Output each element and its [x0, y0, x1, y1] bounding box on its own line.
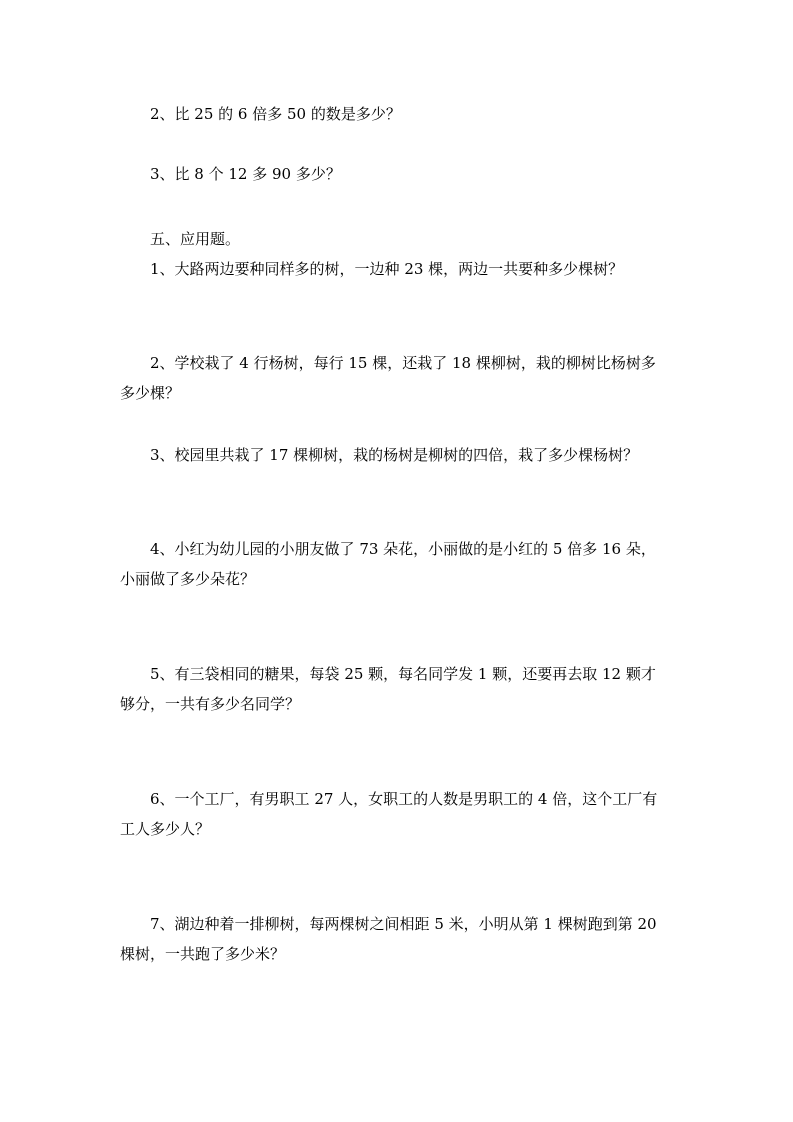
problem-2-line-1: 2、学校栽了 4 行杨树，每行 15 棵，还栽了 18 棵柳树，栽的柳树比杨树多: [150, 354, 656, 372]
problem-2-line-2: 多少棵？: [120, 384, 181, 402]
problem-7-line-2: 棵树，一共跑了多少米？: [120, 945, 286, 963]
problem-1-line-1: 1、大路两边要种同样多的树，一边种 23 棵，两边一共要种多少棵树？: [150, 260, 624, 278]
problem-6-line-1: 6、一个工厂，有男职工 27 人，女职工的人数是男职工的 4 倍，这个工厂有: [150, 790, 658, 808]
problem-7-line-1: 7、湖边种着一排柳树，每两棵树之间相距 5 米，小明从第 1 棵树跑到第 20: [150, 915, 657, 933]
problem-4-line-1: 4、小红为幼儿园的小朋友做了 73 朵花，小丽做的是小红的 5 倍多 16 朵，: [150, 540, 656, 558]
problem-4-line-2: 小丽做了多少朵花？: [120, 570, 256, 588]
problem-5-line-2: 够分，一共有多少名同学？: [120, 695, 301, 713]
problem-5-line-1: 5、有三袋相同的糖果，每袋 25 颗，每名同学发 1 颗，还要再去取 12 颗才: [150, 665, 656, 683]
exercise-item-2: 2、比 25 的 6 倍多 50 的数是多少？: [150, 105, 401, 123]
problem-6-line-2: 工人多少人？: [120, 820, 211, 838]
exercise-item-3: 3、比 8 个 12 多 90 多少？: [150, 165, 341, 183]
section-title: 五、应用题。: [150, 230, 241, 248]
problem-3-line-1: 3、校园里共栽了 17 棵柳树，栽的杨树是柳树的四倍，栽了多少棵杨树？: [150, 446, 639, 464]
